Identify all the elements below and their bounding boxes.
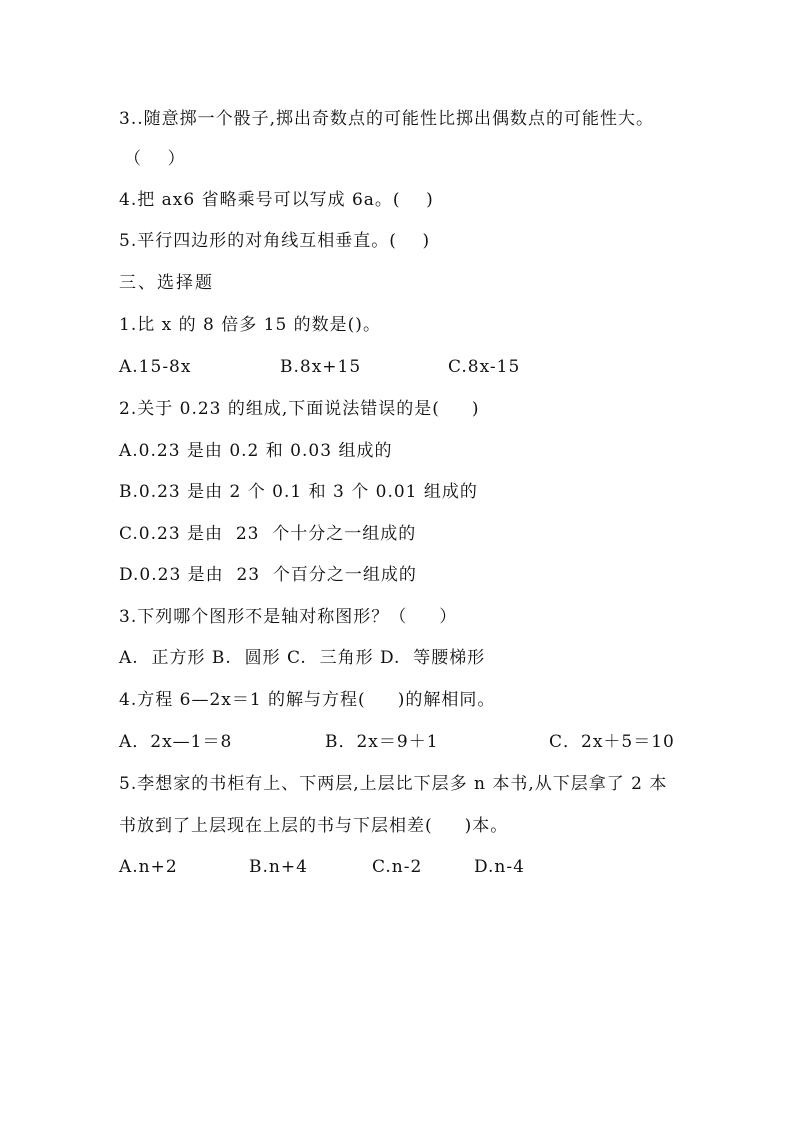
- choice-q5-option-c: C.n-2: [372, 857, 423, 877]
- choice-q4-option-b: B．2x＝9＋1: [325, 732, 439, 752]
- choice-q4-options: [119, 731, 719, 753]
- choice-q3-options: A. 正方形 B. 圆形 C. 三角形 D. 等腰梯形: [119, 648, 486, 668]
- choice-q3-stem: 3.下列哪个图形不是轴对称图形？（ ）: [119, 607, 458, 627]
- judge-q5: 5.平行四边形的对角线互相垂直。( ): [119, 231, 431, 251]
- choice-q4-option-a: A．2x—1＝8: [119, 732, 233, 752]
- choice-q4-option-c: C．2x＋5＝10: [549, 732, 675, 752]
- choice-q2-stem: 2.关于 0.23 的组成,下面说法错误的是( ): [119, 399, 480, 419]
- choice-q5-stem-line1: 5.李想家的书柜有上、下两层,上层比下层多 n 本书,从下层拿了 2 本: [119, 774, 668, 794]
- section-title: 三、选择题: [119, 273, 214, 293]
- choice-q1-option-b: B.8x+15: [280, 357, 362, 377]
- choice-q5-option-a: A.n+2: [119, 857, 178, 877]
- choice-q1-option-a: A.15-8x: [119, 357, 192, 377]
- choice-q5-stem-line2: 书放到了上层现在上层的书与下层相差( )本。: [119, 816, 509, 836]
- choice-q2-option-b: B.0.23 是由 2 个 0.1 和 3 个 0.01 组成的: [119, 482, 478, 502]
- choice-q5-options: [119, 856, 719, 878]
- choice-q5-option-d: D.n-4: [474, 857, 525, 877]
- choice-q1-stem: 1.比 x 的 8 倍多 15 的数是()。: [119, 315, 381, 335]
- choice-q2-option-c: C.0.23 是由 23 个十分之一组成的: [119, 524, 417, 544]
- choice-q2-option-d: D.0.23 是由 23 个百分之一组成的: [119, 565, 417, 585]
- choice-q4-stem: 4.方程 6—2x＝1 的解与方程( )的解相同。: [119, 690, 496, 710]
- choice-q5-option-b: B.n+4: [249, 857, 308, 877]
- choice-q2-option-a: A.0.23 是由 0.2 和 0.03 组成的: [119, 441, 393, 461]
- choice-q1-option-c: C.8x-15: [448, 357, 521, 377]
- judge-q3-line1: 3..随意掷一个骰子,掷出奇数点的可能性比掷出偶数点的可能性大。: [119, 109, 655, 129]
- choice-q1-options: [119, 356, 719, 378]
- judge-q3-line2: （ ）: [124, 149, 186, 169]
- judge-q4: 4.把 ax6 省略乘号可以写成 6a。( ): [119, 190, 434, 210]
